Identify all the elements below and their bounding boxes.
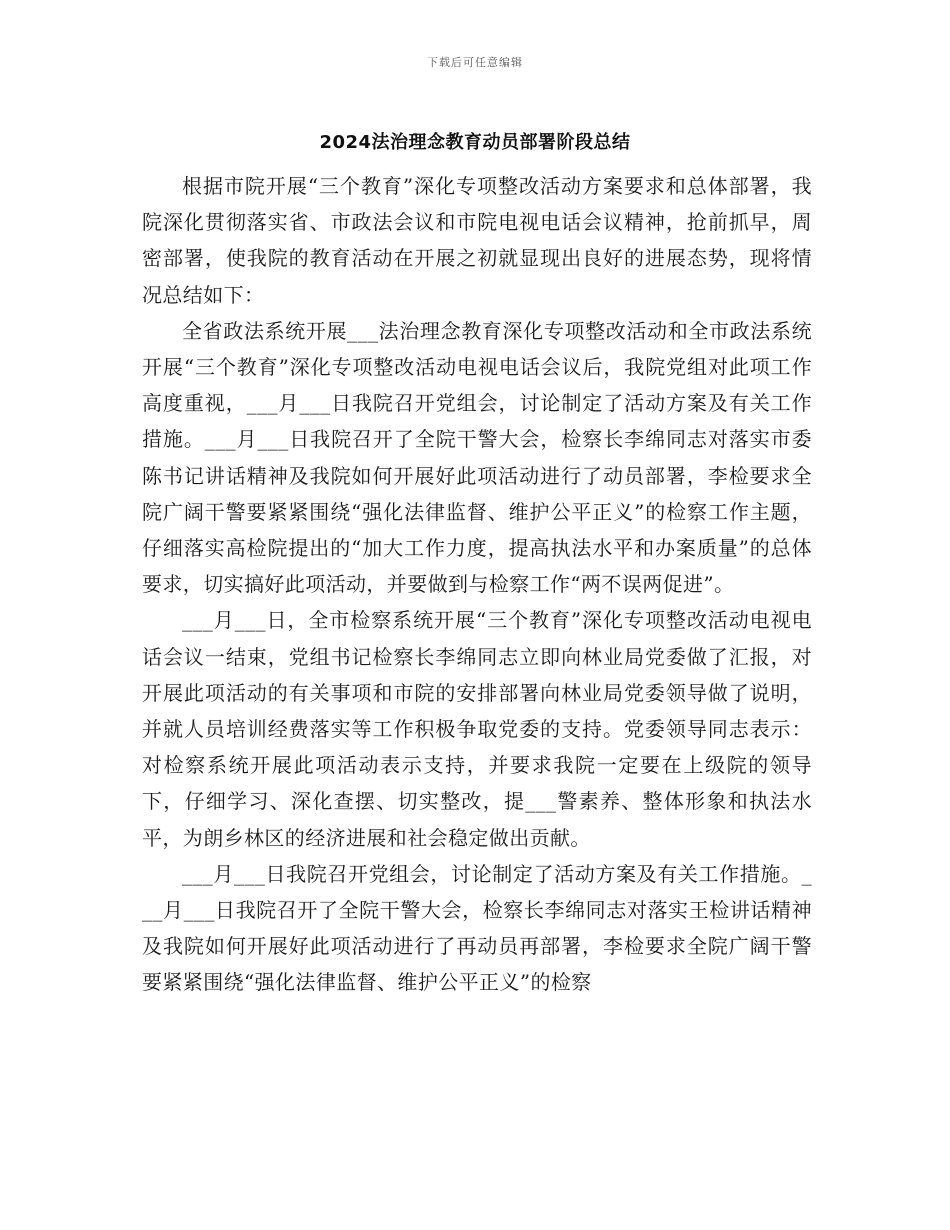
- paragraph: ___月___日，全市检察系统开展“三个教育”深化专项整改活动电视电话会议一结束，党组书记检察长李绵同志立即向林业局党委做了汇报，对开展此项活动的有关事项和市院的安排部署向林业局党委领导做了说明，并就人员培训经费落实等工作积极争取党委的支持。党委领导同志表示：对检察系统开展此项活动表示支持，并要求我院一定要在上级院的领导下，仔细学习、深化查摆、切实整改，提___警素养、整体形象和执法水平，为朗乡林区的经济进展和社会稳定做出贡献。: [142, 608, 812, 850]
- paragraph: 根据市院开展“三个教育”深化专项整改活动方案要求和总体部署，我院深化贯彻落实省、市政法会议和市院电视电话会议精神，抢前抓早，周密部署，使我院的教育活动在开展之初就显现出良好的进展态势，现将情况总结如下：: [142, 174, 812, 307]
- document-body: [142, 168, 812, 1001]
- paragraph: ___月___日我院召开党组会，讨论制定了活动方案及有关工作措施。___月___日我院召开了全院干警大会，检察长李绵同志对落实王检讲话精神及我院如何开展好此项活动进行了再动员再部署，李检要求全院广阔干警要紧紧围绕“强化法律监督、维护公平正义”的检察: [142, 861, 812, 995]
- document-title: 2024法治理念教育动员部署阶段总结: [319, 132, 631, 153]
- paragraph: 全省政法系统开展___法治理念教育深化专项整改活动和全市政法系统开展“三个教育”深化专项整改活动电视电话会议后，我院党组对此项工作高度重视，___月___日我院召开党组会，讨论制定了活动方案及有关工作措施。___月___日我院召开了全院干警大会，检察长李绵同志对落实市委陈书记讲话精神及我院如何开展好此项活动进行了动员部署，李检要求全院广阔干警要紧紧围绕“强化法律监督、维护公平正义”的检察工作主题，仔细落实高检院提出的“加大工作力度，提高执法水平和办案质量”的总体要求，切实搞好此项活动，并要做到与检察工作“两不误两促进”。: [142, 318, 812, 597]
- header-note: 下载后可任意编辑: [427, 56, 523, 69]
